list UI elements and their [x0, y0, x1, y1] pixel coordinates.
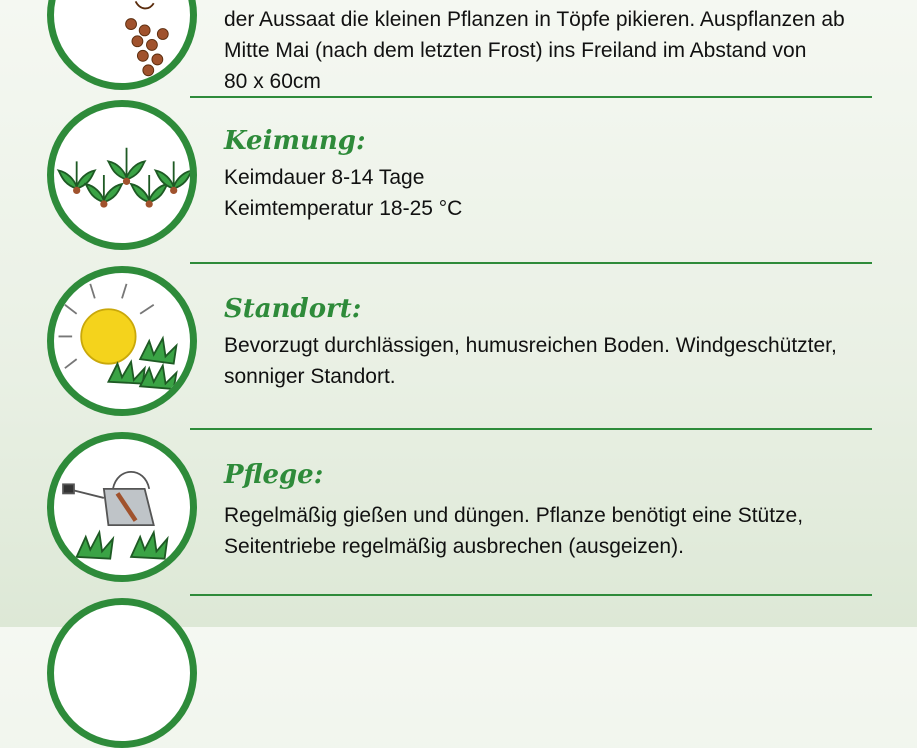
keimung-title: Keimung: — [224, 126, 366, 156]
divider — [190, 262, 872, 264]
divider — [190, 96, 872, 98]
seedlings-icon — [47, 100, 197, 250]
divider — [190, 594, 872, 596]
keimung-text — [224, 162, 877, 224]
pflege-title: Pflege: — [224, 460, 324, 490]
aussaat-line: der Aussaat die kleinen Pflanzen in Töpfe pikieren. Auspflanzen ab — [224, 8, 845, 31]
aussaat-line: Mitte Mai (nach dem letzten Frost) ins Freiland im Abstand von — [224, 39, 807, 62]
pflege-line: Seitentriebe regelmäßig ausbrechen (ausgeizen). — [224, 535, 684, 558]
seeds-icon — [47, 0, 197, 90]
divider — [190, 428, 872, 430]
aussaat-text — [224, 4, 877, 97]
standort-title: Standort: — [224, 294, 362, 324]
standort-text — [224, 330, 877, 392]
keimung-line: Keimtemperatur 18-25 °C — [224, 197, 463, 220]
watering-can-icon — [47, 432, 197, 582]
standort-line: sonniger Standort. — [224, 365, 396, 388]
pflege-text — [224, 500, 877, 562]
sun-plants-icon — [47, 266, 197, 416]
next-section-icon — [47, 598, 197, 748]
keimung-line: Keimdauer 8-14 Tage — [224, 166, 425, 189]
pflege-line: Regelmäßig gießen und düngen. Pflanze benötigt eine Stütze, — [224, 504, 804, 527]
standort-line: Bevorzugt durchlässigen, humusreichen Boden. Windgeschützter, — [224, 334, 837, 357]
aussaat-line: 80 x 60cm — [224, 70, 321, 93]
